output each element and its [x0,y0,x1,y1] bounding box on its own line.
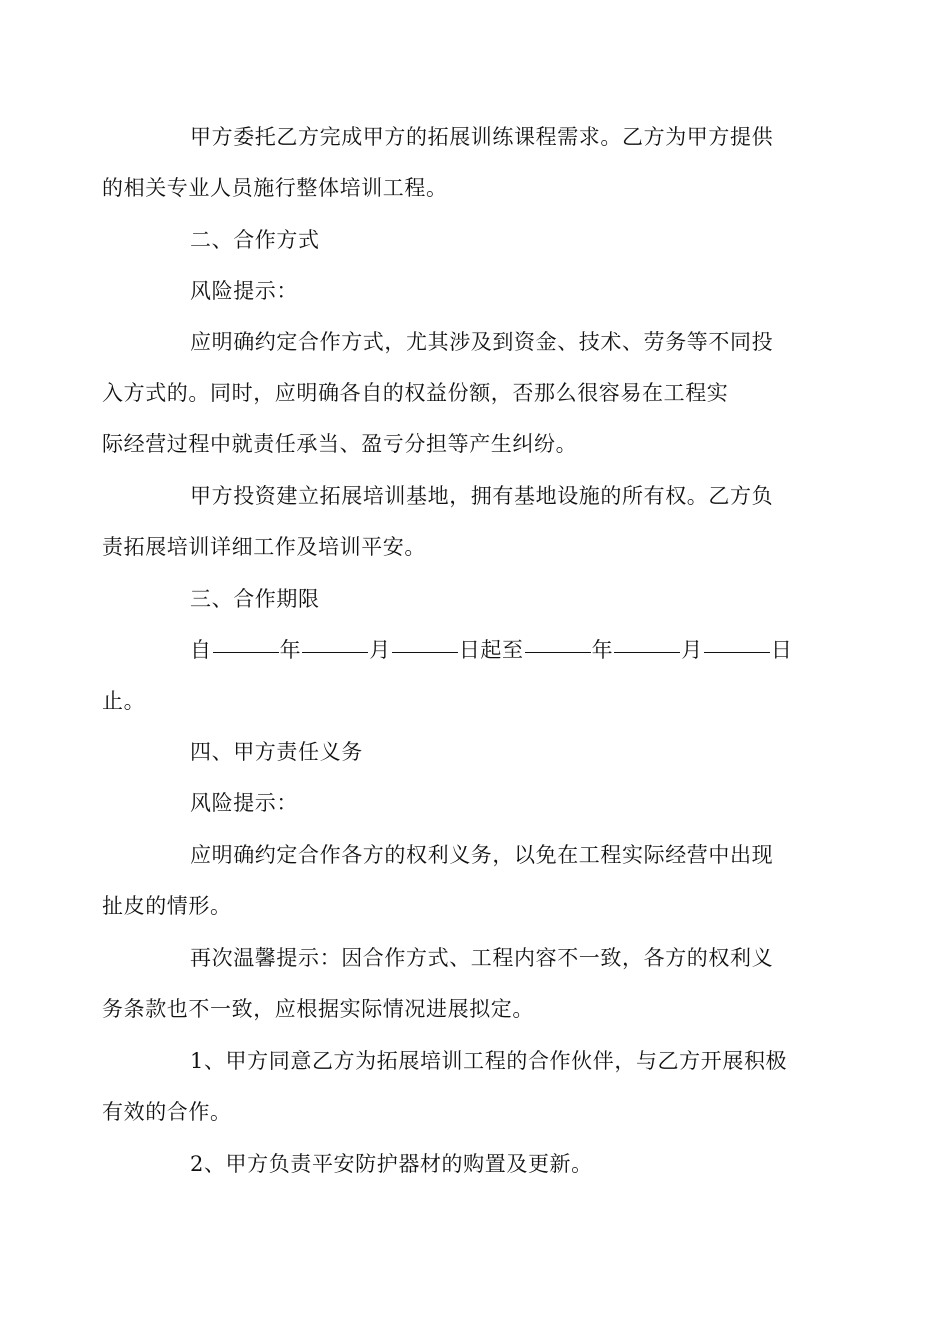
risk-label-text: 风险提示： [190,791,298,815]
month-blank-2[interactable] [614,651,680,653]
text-line: 2、甲方负责平安防护器材的购置及更新。 [190,1152,593,1176]
text-line: 甲方委托乙方完成甲方的拓展训练课程需求。乙方为甲方提供 [190,125,774,149]
year-blank-1[interactable] [213,651,279,653]
day-blank-1[interactable] [392,651,458,653]
month-text: 月 [369,638,391,662]
text-line: 有效的合作。 [102,1100,232,1124]
text-line: 责拓展培训详细工作及培训平安。 [102,535,426,559]
text-line: 扯皮的情形。 [102,894,232,918]
text-line: 务条款也不一致，应根据实际情况进展拟定。 [102,997,534,1021]
year-text: 年 [591,638,614,662]
text-line: 际经营过程中就责任承当、盈亏分担等产生纠纷。 [102,432,578,456]
month-blank-1[interactable] [302,651,368,653]
month-text: 月 [681,638,703,662]
paragraph-rights-duties [102,830,806,932]
risk-label-text: 风险提示： [190,279,298,303]
text-line: 止。 [102,689,146,713]
text-line: 的相关专业人员施行整体培训工程。 [102,176,448,200]
heading-text: 三、合作期限 [190,587,320,611]
day-blank-2[interactable] [704,651,770,653]
day-to-text: 日起至 [458,638,524,662]
section-heading-cooperation-method [146,215,806,266]
section-heading-cooperation-term [146,574,806,625]
year-blank-2[interactable] [525,651,591,653]
text-line: 再次温馨提示：因合作方式、工程内容不一致，各方的权利义 [190,946,774,970]
paragraph-investment [102,471,806,573]
day-text: 日 [770,638,793,662]
text-line: 甲方投资建立拓展培训基地，拥有基地设施的所有权。乙方负 [190,484,774,508]
paragraph-reminder [102,933,806,1035]
risk-note-label [146,778,806,829]
paragraph-cooperation-risk [102,317,806,470]
paragraph-item-2 [146,1139,806,1190]
section-heading-party-a-duties [146,727,806,778]
text-line: 入方式的。同时，应明确各自的权益份额，否那么很容易在工程实 [102,381,729,405]
heading-text: 四、甲方责任义务 [190,740,363,764]
from-text: 自 [190,638,212,662]
year-text: 年 [279,638,302,662]
risk-note-label [146,266,806,317]
paragraph-item-1 [102,1036,806,1138]
paragraph-commission [102,112,806,214]
heading-text: 二、合作方式 [190,228,320,252]
text-line: 应明确约定合作各方的权利义务，以免在工程实际经营中出现 [190,843,774,867]
date-range-line [146,625,806,676]
paragraph-term-dates [102,625,806,727]
text-line: 1、甲方同意乙方为拓展培训工程的合作伙伴，与乙方开展积极 [190,1049,788,1073]
text-line: 应明确约定合作方式，尤其涉及到资金、技术、劳务等不同投 [190,330,774,354]
